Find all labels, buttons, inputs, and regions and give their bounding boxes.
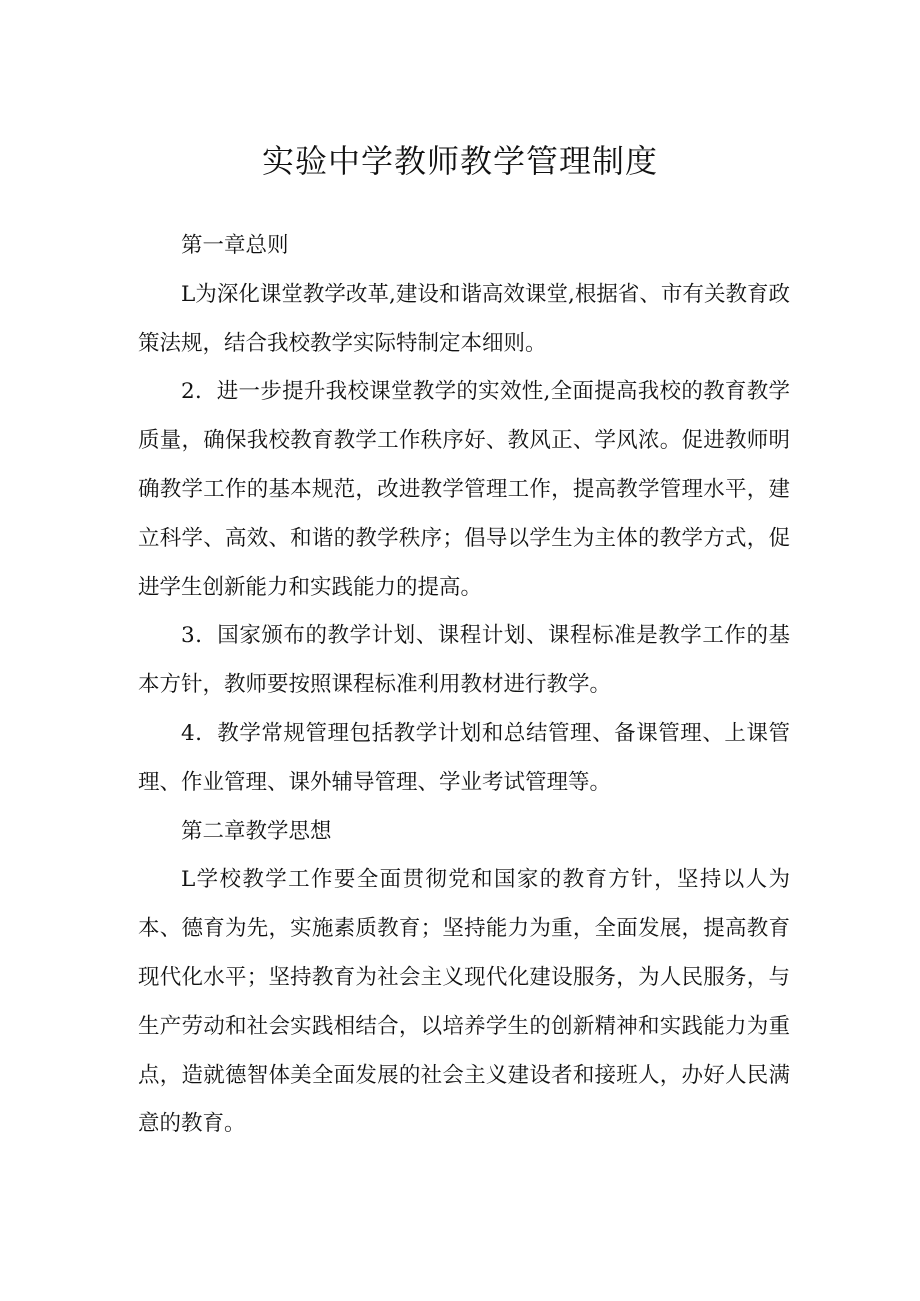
paragraph: 3．国家颁布的教学计划、课程计划、课程标准是教学工作的基本方针，教师要按照课程标准利用教材进行教学。 [138, 623, 790, 698]
document-title: 实验中学教师教学管理制度 [261, 142, 658, 180]
chapter-heading: 第二章教学思想 [181, 818, 332, 844]
chapter-heading: 第一章总则 [181, 233, 289, 258]
paragraph: L为深化课堂教学改革,建设和谐高效课堂,根据省、市有关教育政策法规，结合我校教学实际特制定本细则。 [138, 281, 790, 356]
paragraph: 4．教学常规管理包括教学计划和总结管理、备课管理、上课管理、作业管理、课外辅导管理、学业考试管理等。 [138, 720, 790, 795]
document-body [138, 222, 790, 1149]
paragraph: 2．进一步提升我校课堂教学的实效性,全面提高我校的教育教学质量，确保我校教育教学工作秩序好、教风正、学风浓。促进教师明确教学工作的基本规范，改进教学管理工作，提高教学管理水平，建立科学、高效、和谐的教学秩序；倡导以学生为主体的教学方式，促进学生创新能力和实践能力的提高。 [138, 379, 790, 600]
paragraph: L学校教学工作要全面贯彻党和国家的教育方针，坚持以人为本、德育为先，实施素质教育；坚持能力为重，全面发展，提高教育现代化水平；坚持教育为社会主义现代化建设服务，为人民服务，与生产劳动和社会实践相结合，以培养学生的创新精神和实践能力为重点，造就德智体美全面发展的社会主义建设者和接班人，办好人民满意的教育。 [138, 867, 790, 1137]
